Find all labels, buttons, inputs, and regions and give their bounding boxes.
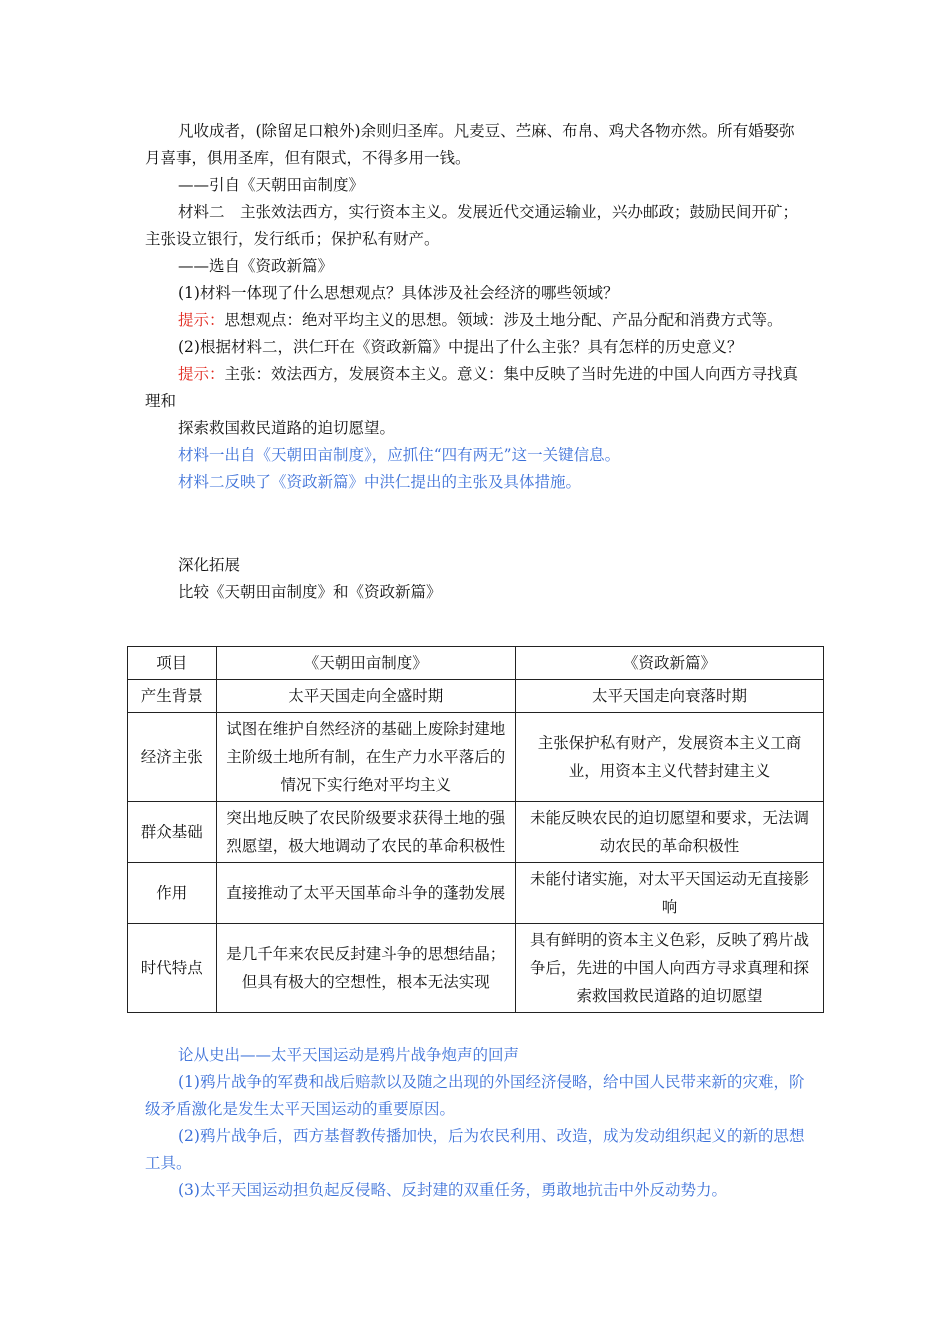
source1-citation: ——引自《天朝田亩制度》 bbox=[178, 176, 365, 194]
table-header-cell: 《资政新篇》 bbox=[515, 647, 823, 680]
analysis-point: (1)鸦片战争的军费和战后赔款以及随之出现的外国经济侵略，给中国人民带来新的灾难，阶级矛盾激化是发生太平天国运动的重要原因。 bbox=[145, 1073, 805, 1118]
table-caption: 比较《天朝田亩制度》和《资政新篇》 bbox=[178, 583, 442, 601]
table-cell: 突出地反映了农民阶级要求获得土地的强烈愿望，极大地调动了农民的革命积极性 bbox=[216, 802, 515, 863]
table-row bbox=[128, 863, 824, 924]
analysis-title: 论从史出——太平天国运动是鸦片战争炮声的回声 bbox=[178, 1046, 520, 1064]
table-cell: 太平天国走向衰落时期 bbox=[515, 680, 823, 713]
table-cell: 是几千年来农民反封建斗争的思想结晶；但具有极大的空想性，根本无法实现 bbox=[216, 924, 515, 1013]
tip-2: 材料二反映了《资政新篇》中洪仁提出的主张及具体措施。 bbox=[178, 473, 582, 491]
document-body bbox=[145, 118, 810, 606]
table-cell: 时代特点 bbox=[128, 924, 217, 1013]
analysis-point: (2)鸦片战争后，西方基督教传播加快，后为农民利用、改造，成为发动组织起义的新的思想工具。 bbox=[145, 1127, 805, 1172]
section-title: 深化拓展 bbox=[178, 556, 241, 574]
table-cell: 未能付诸实施，对太平天国运动无直接影响 bbox=[515, 863, 823, 924]
analysis-section bbox=[145, 1042, 810, 1204]
analysis-point: (3)太平天国运动担负起反侵略、反封建的双重任务，勇敢地抗击中外反动势力。 bbox=[178, 1181, 727, 1199]
tip-1: 材料一出自《天朝田亩制度》，应抓住“四有两无”这一关键信息。 bbox=[178, 446, 621, 464]
table-header-cell: 《天朝田亩制度》 bbox=[216, 647, 515, 680]
table-row bbox=[128, 680, 824, 713]
question-1: (1)材料一体现了什么思想观点？具体涉及社会经济的哪些领域？ bbox=[178, 284, 619, 302]
table-row bbox=[128, 802, 824, 863]
comparison-table bbox=[127, 646, 824, 1013]
material2-text: 材料二 主张效法西方，实行资本主义。发展近代交通运输业，兴办邮政；鼓励民间开矿；主张设立银行，发行纸币；保护私有财产。 bbox=[145, 203, 799, 248]
answer-2 bbox=[145, 361, 810, 415]
table-cell: 作用 bbox=[128, 863, 217, 924]
answer-1-text: 思想观点：绝对平均主义的思想。领域：涉及土地分配、产品分配和消费方式等。 bbox=[224, 311, 783, 329]
table-row bbox=[128, 713, 824, 802]
table-cell: 经济主张 bbox=[128, 713, 217, 802]
hint-label: 提示： bbox=[178, 311, 225, 329]
table-cell: 主张保护私有财产，发展资本主义工商业，用资本主义代替封建主义 bbox=[515, 713, 823, 802]
table-header-row bbox=[128, 647, 824, 680]
answer-2-text: 主张：效法西方，发展资本主义。意义：集中反映了当时先进的中国人向西方寻找真理和 bbox=[145, 365, 799, 410]
table-cell: 群众基础 bbox=[128, 802, 217, 863]
table-cell: 未能反映农民的迫切愿望和要求，无法调动农民的革命积极性 bbox=[515, 802, 823, 863]
material1-text: 凡收成者，(除留足口粮外)余则归圣库。凡麦豆、苎麻、布帛、鸡犬各物亦然。所有婚娶弥月喜事，俱用圣库，但有限式，不得多用一钱。 bbox=[145, 122, 795, 167]
answer-1 bbox=[145, 307, 810, 334]
hint-label: 提示： bbox=[178, 365, 225, 383]
table-cell: 产生背景 bbox=[128, 680, 217, 713]
table-cell: 太平天国走向全盛时期 bbox=[216, 680, 515, 713]
table-row bbox=[128, 924, 824, 1013]
answer-2-continued: 探索救国救民道路的迫切愿望。 bbox=[178, 419, 396, 437]
table-cell: 试图在维护自然经济的基础上废除封建地主阶级土地所有制，在生产力水平落后的情况下实行绝对平均主义 bbox=[216, 713, 515, 802]
table-cell: 具有鲜明的资本主义色彩，反映了鸦片战争后，先进的中国人向西方寻求真理和探索救国救民道路的迫切愿望 bbox=[515, 924, 823, 1013]
table-cell: 直接推动了太平天国革命斗争的蓬勃发展 bbox=[216, 863, 515, 924]
question-2: (2)根据材料二，洪仁玕在《资政新篇》中提出了什么主张？具有怎样的历史意义？ bbox=[178, 338, 743, 356]
source2-citation: ——选自《资政新篇》 bbox=[178, 257, 334, 275]
table-header-cell: 项目 bbox=[128, 647, 217, 680]
